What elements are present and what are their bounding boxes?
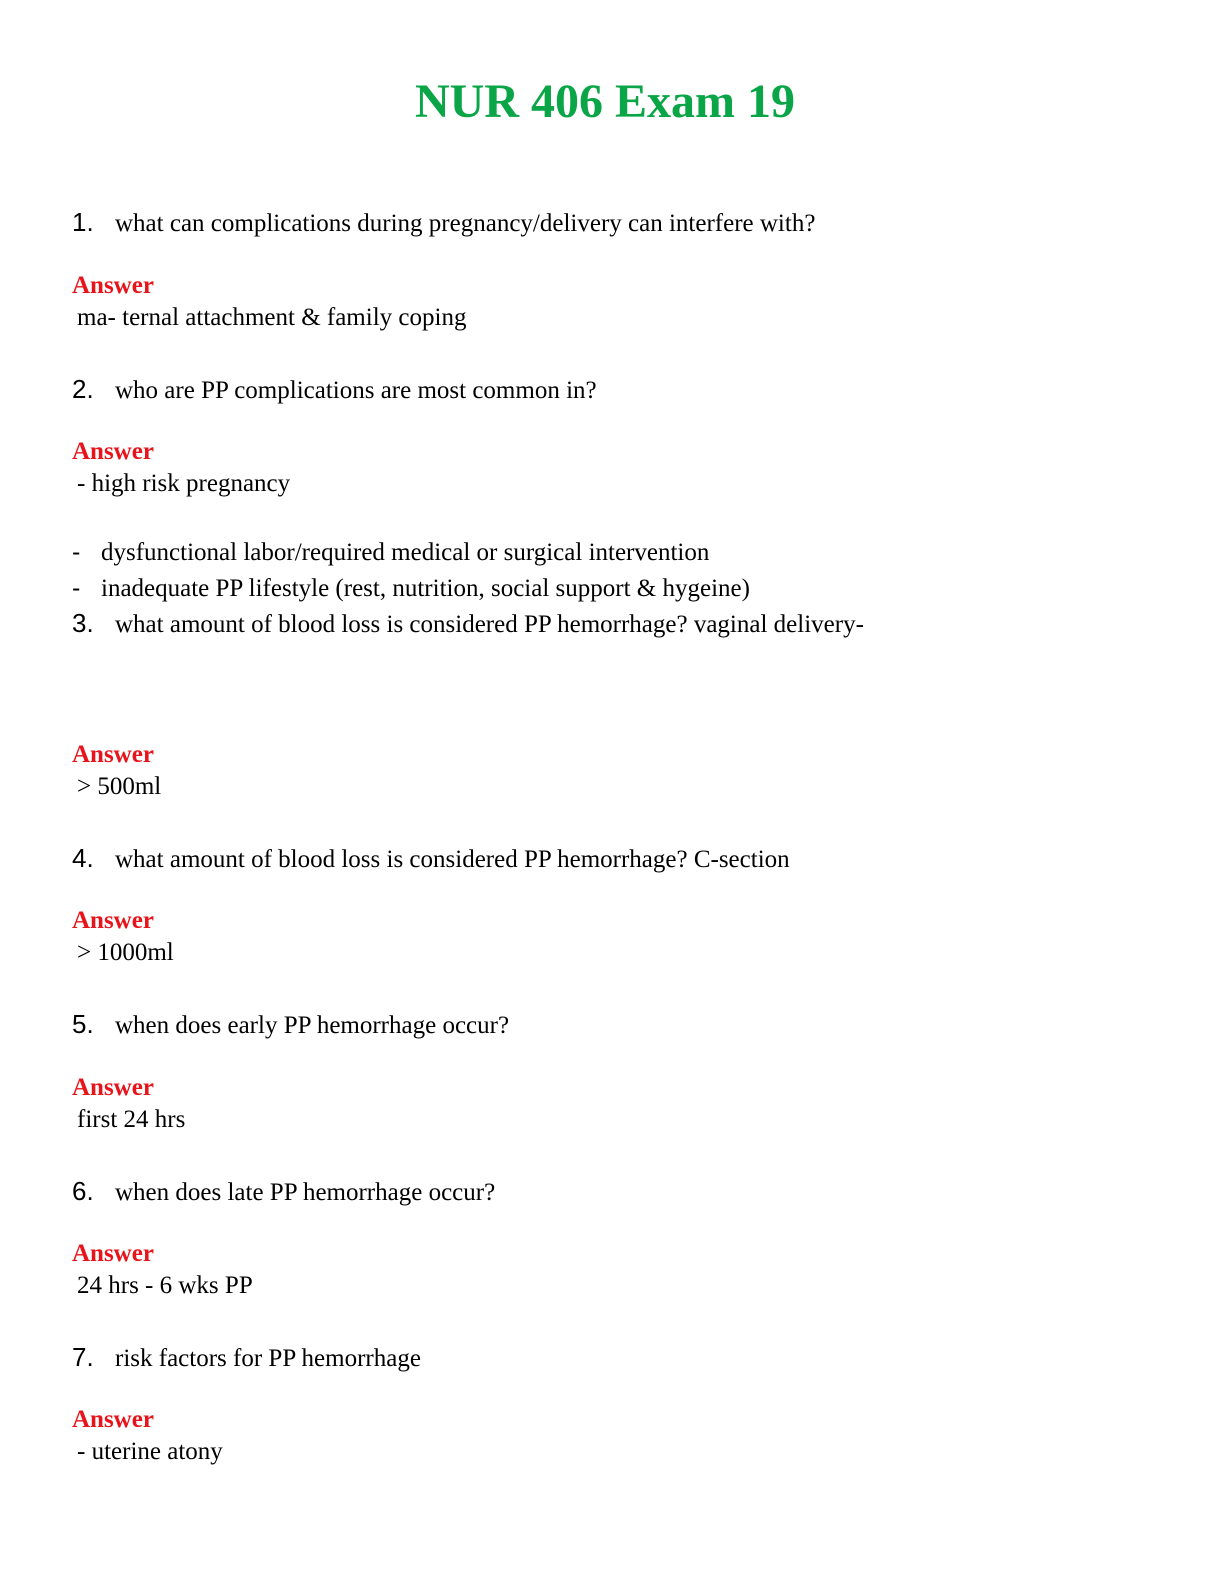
question-2 [72,373,597,407]
bullet-text: dysfunctional labor/required medical or surgical intervention [101,539,710,566]
question-7 [72,1341,421,1375]
answer-label: Answer [72,438,154,465]
question-number: 1. [72,207,94,237]
question-number: 5. [72,1009,94,1039]
answer-text: ma- ternal attachment & family coping [77,304,467,331]
answer-text: > 500ml [77,773,162,800]
answer-label: Answer [72,907,154,934]
question-number: 2. [72,374,94,404]
answer-label: Answer [72,1074,154,1101]
answer-label: Answer [72,741,154,768]
answer-text: first 24 hrs [77,1106,186,1133]
question-text: who are PP complications are most common in? [115,377,597,404]
question-text: what can complications during pregnancy/delivery can interfere with? [115,210,816,237]
bullet-dash: - [72,574,81,602]
question-6 [72,1175,495,1209]
answer-bullet [72,571,750,606]
answer-text: 24 hrs - 6 wks PP [77,1272,253,1299]
answer-text: - uterine atony [77,1438,223,1465]
question-4 [72,842,790,876]
question-1 [72,206,815,240]
document-title: NUR 406 Exam 19 [415,75,795,128]
question-text: when does late PP hemorrhage occur? [115,1179,496,1206]
question-number: 7. [72,1342,94,1372]
question-number: 4. [72,843,94,873]
answer-text: > 1000ml [77,939,174,966]
question-number: 6. [72,1176,94,1206]
question-3 [72,607,864,641]
question-text: risk factors for PP hemorrhage [115,1345,421,1372]
bullet-text: inadequate PP lifestyle (rest, nutrition, social support & hygeine) [101,575,750,602]
answer-label: Answer [72,1406,154,1433]
question-text: when does early PP hemorrhage occur? [115,1012,510,1039]
answer-text: - high risk pregnancy [77,470,291,497]
question-text: what amount of blood loss is considered PP hemorrhage? vaginal delivery- [115,611,864,638]
answer-label: Answer [72,272,154,299]
question-number: 3. [72,608,94,638]
bullet-dash: - [72,538,81,566]
answer-bullet [72,535,709,570]
question-5 [72,1008,509,1042]
answer-label: Answer [72,1240,154,1267]
question-text: what amount of blood loss is considered PP hemorrhage? C-section [115,846,790,873]
